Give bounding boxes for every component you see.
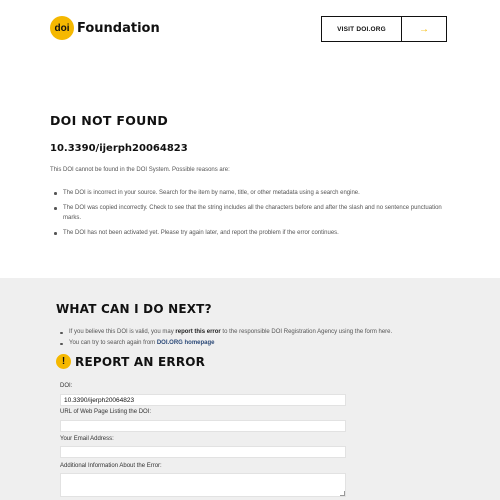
intro-text: This DOI cannot be found in the DOI System. Possible reasons are: bbox=[50, 167, 230, 173]
doi-homepage-link[interactable]: DOI.ORG homepage bbox=[156, 340, 215, 346]
doi-value: 10.3390/ijerph20064823 bbox=[50, 143, 188, 154]
reason-item: The DOI was copied incorrectly. Check to see that the string includes all the characters before and after the slash and no sentence punctuation marks. bbox=[58, 203, 450, 223]
url-field-label: URL of Web Page Listing the DOI: bbox=[60, 409, 152, 415]
email-field-label: Your Email Address: bbox=[60, 436, 114, 442]
next-steps-list bbox=[64, 327, 444, 349]
email-field[interactable] bbox=[60, 446, 346, 458]
info-field-label: Additional Information About the Error: bbox=[60, 463, 162, 469]
arrow-right-icon[interactable]: → bbox=[419, 23, 429, 35]
page-title: DOI NOT FOUND bbox=[50, 113, 169, 128]
exclamation-icon: ! bbox=[56, 354, 71, 369]
doi-field-label: DOI: bbox=[60, 383, 73, 389]
resize-handle-icon[interactable] bbox=[340, 491, 345, 496]
report-error-heading bbox=[56, 354, 205, 369]
doi-field[interactable] bbox=[60, 394, 346, 406]
reason-item: The DOI is incorrect in your source. Search for the item by name, title, or other metadata using a search engine. bbox=[58, 188, 450, 198]
next-steps-title: WHAT CAN I DO NEXT? bbox=[56, 302, 212, 316]
doi-logo-mark: doi bbox=[50, 16, 74, 40]
visit-doi-org-label[interactable]: VISIT DOI.ORG bbox=[322, 17, 402, 41]
visit-doi-org-button[interactable] bbox=[321, 16, 447, 42]
next-step-item bbox=[64, 338, 444, 349]
reason-item: The DOI has not been activated yet. Please try again later, and report the problem if the error continues. bbox=[58, 228, 450, 238]
logo-text: Foundation bbox=[77, 20, 160, 36]
report-error-link[interactable]: report this error bbox=[175, 329, 221, 335]
next-step-text: You can try to search again from bbox=[69, 340, 157, 346]
next-step-text: If you believe this DOI is valid, you may bbox=[69, 329, 176, 335]
reasons-list bbox=[58, 188, 450, 243]
next-step-text: to the responsible DOI Registration Agency using the form here. bbox=[220, 329, 393, 335]
next-step-item bbox=[64, 327, 444, 338]
url-field[interactable] bbox=[60, 420, 346, 432]
site-header bbox=[0, 0, 500, 60]
additional-info-field[interactable] bbox=[60, 473, 346, 497]
report-error-title: REPORT AN ERROR bbox=[75, 354, 206, 369]
doi-foundation-logo[interactable] bbox=[50, 16, 160, 40]
